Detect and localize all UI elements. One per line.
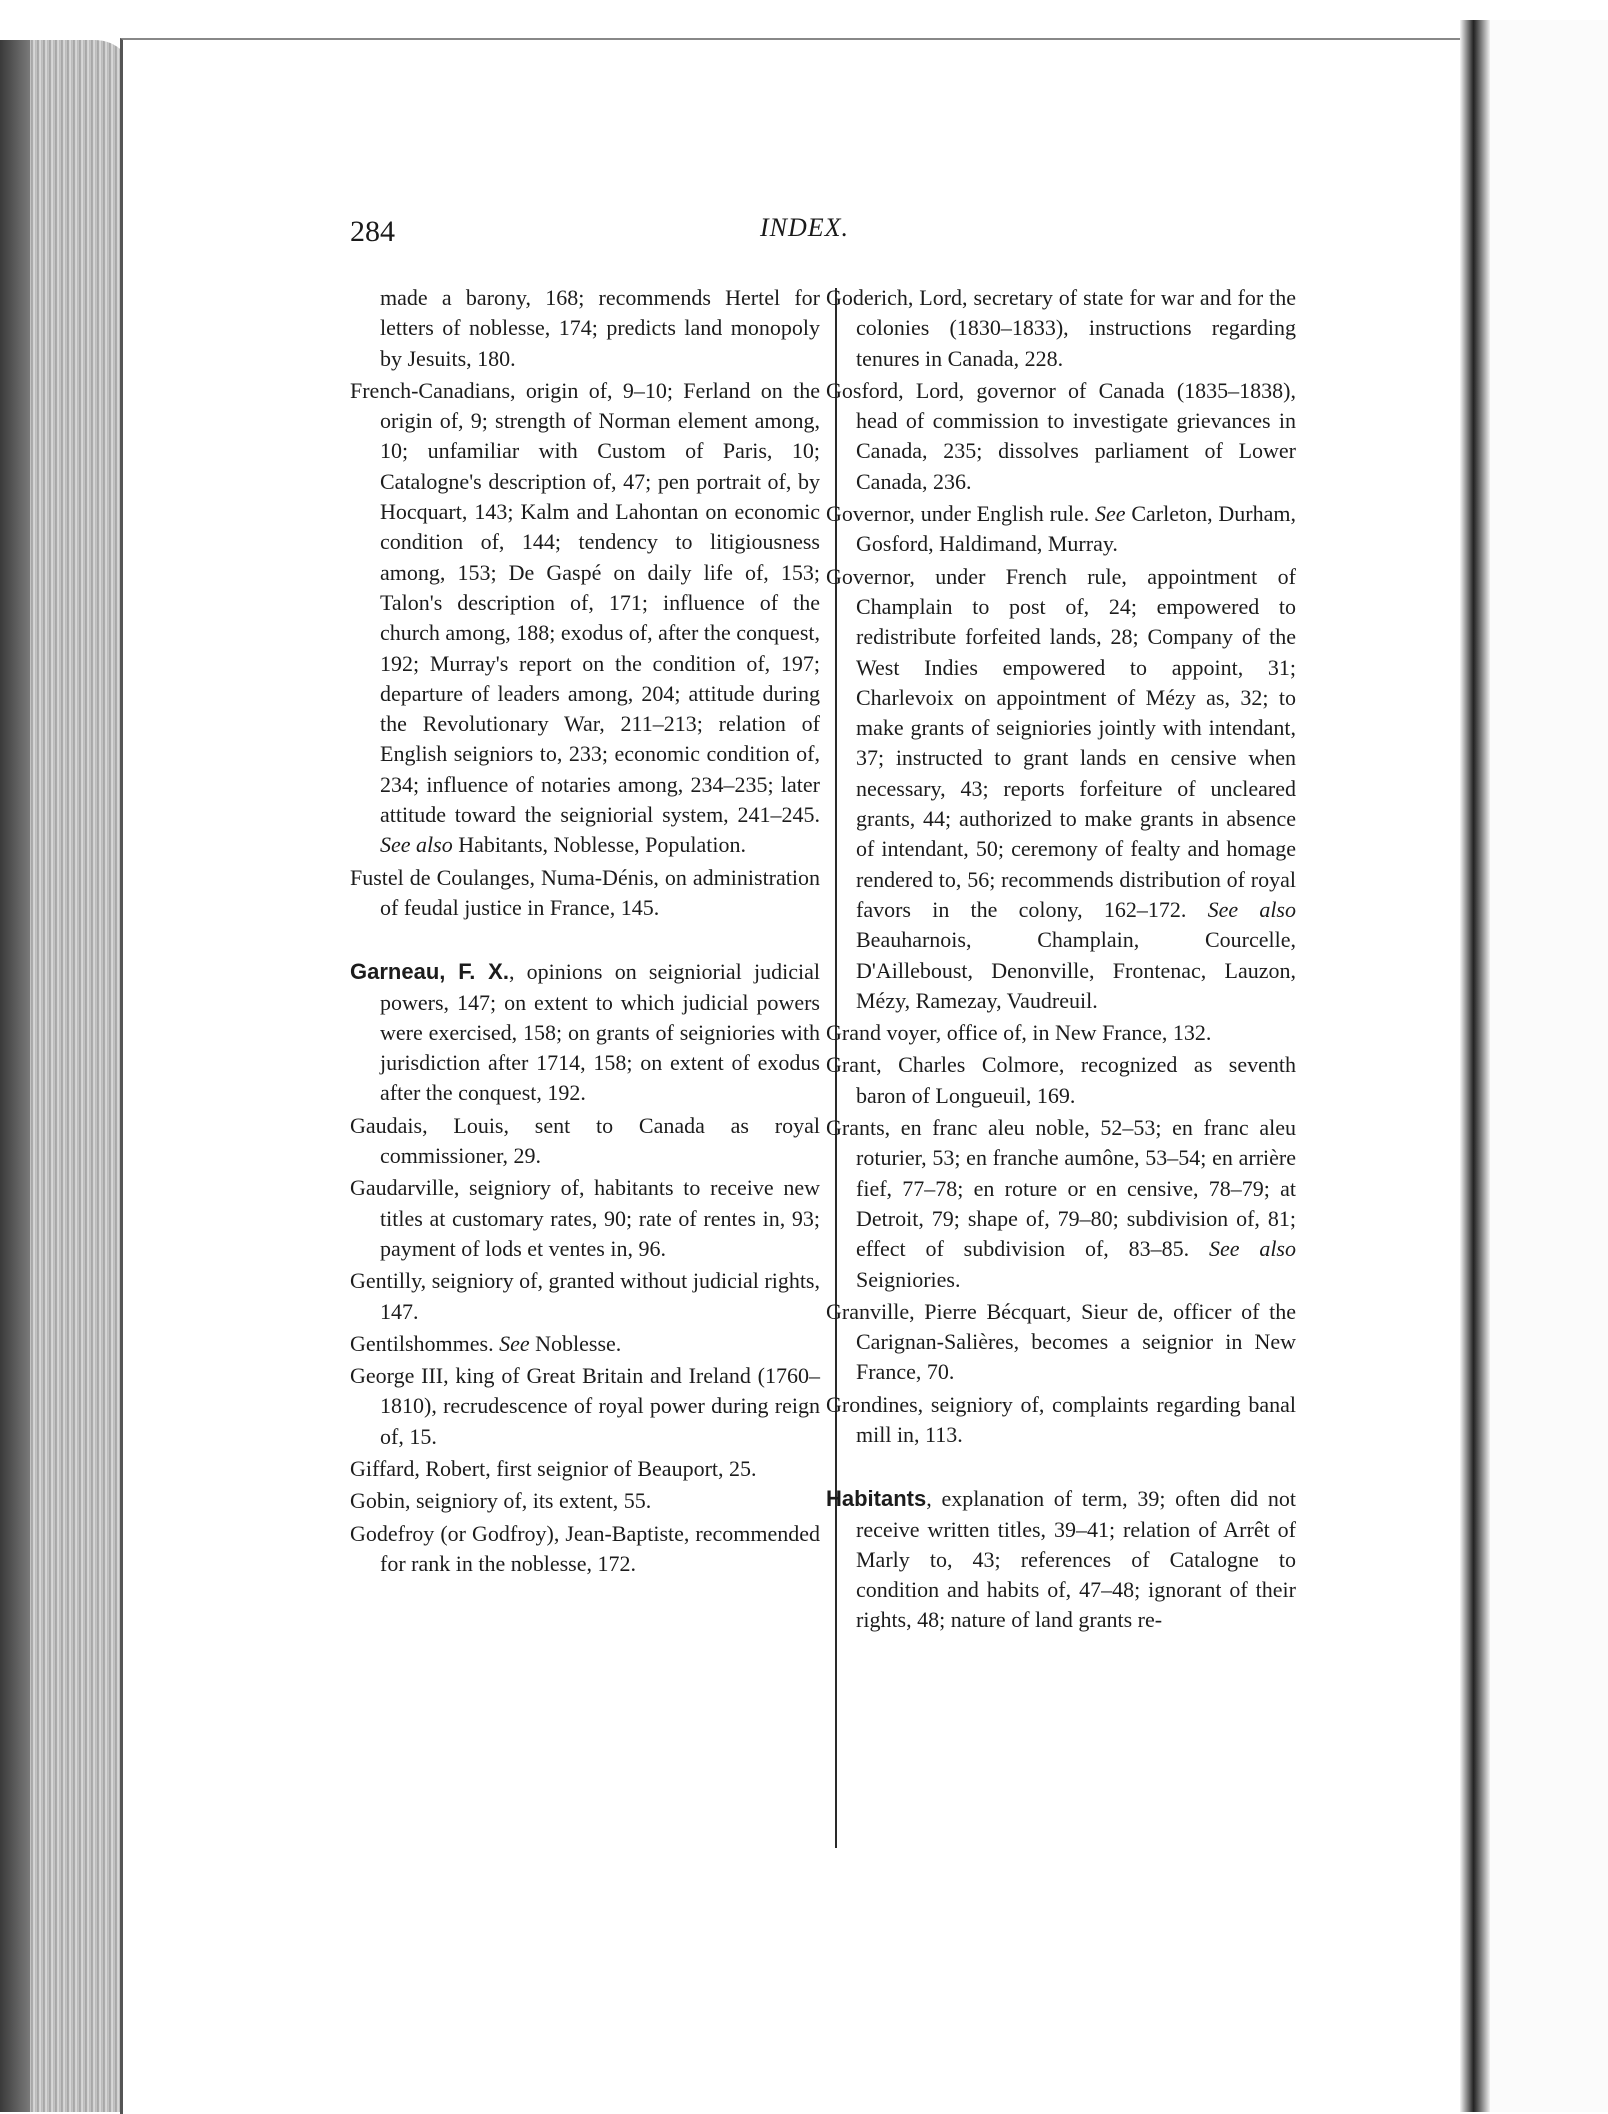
index-entry: Grand voyer, office of, in New France, 132. [826,1020,1212,1046]
index-entry: Grant, Charles Colmore, recognized as seventh baron of Longueuil, 169. [826,1052,1296,1108]
book-cover-edge [0,40,30,2112]
index-column-right [826,283,1296,1638]
index-entry: Gaudais, Louis, sent to Canada as royal commissioner, 29. [350,1112,820,1169]
page-number: 284 [350,215,395,248]
index-entry: Granville, Pierre Bécquart, Sieur de, officer of the Carignan-Salières, becomes a seignior in New France, 70. [826,1298,1296,1385]
index-entry: Grondines, seigniory of, complaints regarding banal mill in, 113. [826,1391,1296,1447]
page-header [350,215,885,265]
index-entry: Gentilshommes. See Noblesse. [350,1330,622,1356]
index-entry: Grants, en franc aleu noble, 52–53; en franc aleu roturier, 53; en franche aumône, 53–54; en arrière fief, 77–78; en roture or en censive, 78–79; at Detroit, 79; shape of, 79–80; subdivision of, 81; effect of subdivision of, 83–85. See also Seigniories. [826,1115,1296,1292]
index-entry: Gaudarville, seigniory of, habitants to receive new titles at customary rates, 90; rate of rentes in, 93; payment of lods et ventes in, 96. [350,1175,820,1261]
index-entry: Governor, under English rule. See Carleton, Durham, Gosford, Haldimand, Murray. [826,501,1296,557]
index-entry: Fustel de Coulanges, Numa-Dénis, on administration of feudal justice in France, 145. [350,864,820,920]
index-entry: French-Canadians, origin of, 9–10; Ferland on the origin of, 9; strength of Norman element among, 10; unfamiliar with Custom of Paris, 10; Catalogne's description of, 47; pen portrait of, by Hocquart, 143; Kalm and Lahontan on economic condition of, 144; tendency to litigiousness among, 153; De Gaspé on daily life of, 153; Talon's description of, 171; influence of the church among, 188; exodus of, after the conquest, 192; Murray's report on the condition of, 197; departure of leaders among, 204; attitude during the Revolutionary War, 211–213; relation of English seigniors to, 233; economic condition of, 234; influence of notaries among, 234–235; later attitude toward the seigniorial system, 241–245. See also Habitants, Noblesse, Population. [350,377,820,858]
index-entry: Godefroy (or Godfroy), Jean-Baptiste, recommended for rank in the noblesse, 172. [350,1520,820,1576]
index-entry: George III, king of Great Britain and Ireland (1760–1810), recrudescence of royal power during reign of, 15. [350,1363,820,1449]
index-entry: Giffard, Robert, first seignior of Beauport, 25. [350,1455,757,1481]
index-entry: Habitants, explanation of term, 39; often did not receive written titles, 39–41; relation of Arrêt of Marly to, 43; references of Catalogne to condition and habits of, 47–48; ignorant of their rights, 48; nature of land grants re- [826,1486,1296,1633]
facing-page-edge [1490,20,1608,2112]
book-gutter [1460,20,1490,2112]
index-entry: Gobin, seigniory of, its extent, 55. [350,1488,652,1514]
index-entry: Garneau, F. X., opinions on seigniorial judicial powers, 147; on extent to which judicial powers were exercised, 158; on grants of seigniories with jurisdiction after 1714, 158; on extent of exodus after the conquest, 192. [350,959,820,1106]
index-entry: Goderich, Lord, secretary of state for war and for the colonies (1830–1833), instructions regarding tenures in Canada, 228. [826,285,1296,371]
index-entry: Gentilly, seigniory of, granted without judicial rights, 147. [350,1268,820,1324]
index-entry: Governor, under French rule, appointment of Champlain to post of, 24; empowered to redistribute forfeited lands, 28; Company of the West Indies empowered to appoint, 31; Charlevoix on appointment of Mézy as, 32; to make grants of seigniories jointly with intendant, 37; instructed to grant lands en censive when necessary, 43; reports forfeiture of uncleared grants, 44; authorized to make grants in absence of intendant, 50; ceremony of fealty and homage rendered to, 56; recommends distribution of royal favors in the colony, 162–172. See also Beauharnois, Champlain, Courcelle, D'Ailleboust, Denonville, Frontenac, Lauzon, Mézy, Ramezay, Vaudreuil. [826,563,1296,1013]
index-column-left [350,283,820,1581]
index-entry: made a barony, 168; recommends Hertel for letters of noblesse, 174; predicts land monopoly by Jesuits, 180. [380,285,820,371]
index-entry: Gosford, Lord, governor of Canada (1835–1838), head of commission to investigate grievances in Canada, 235; dissolves parliament of Lower Canada, 236. [826,377,1296,494]
running-head: INDEX. [760,213,850,242]
